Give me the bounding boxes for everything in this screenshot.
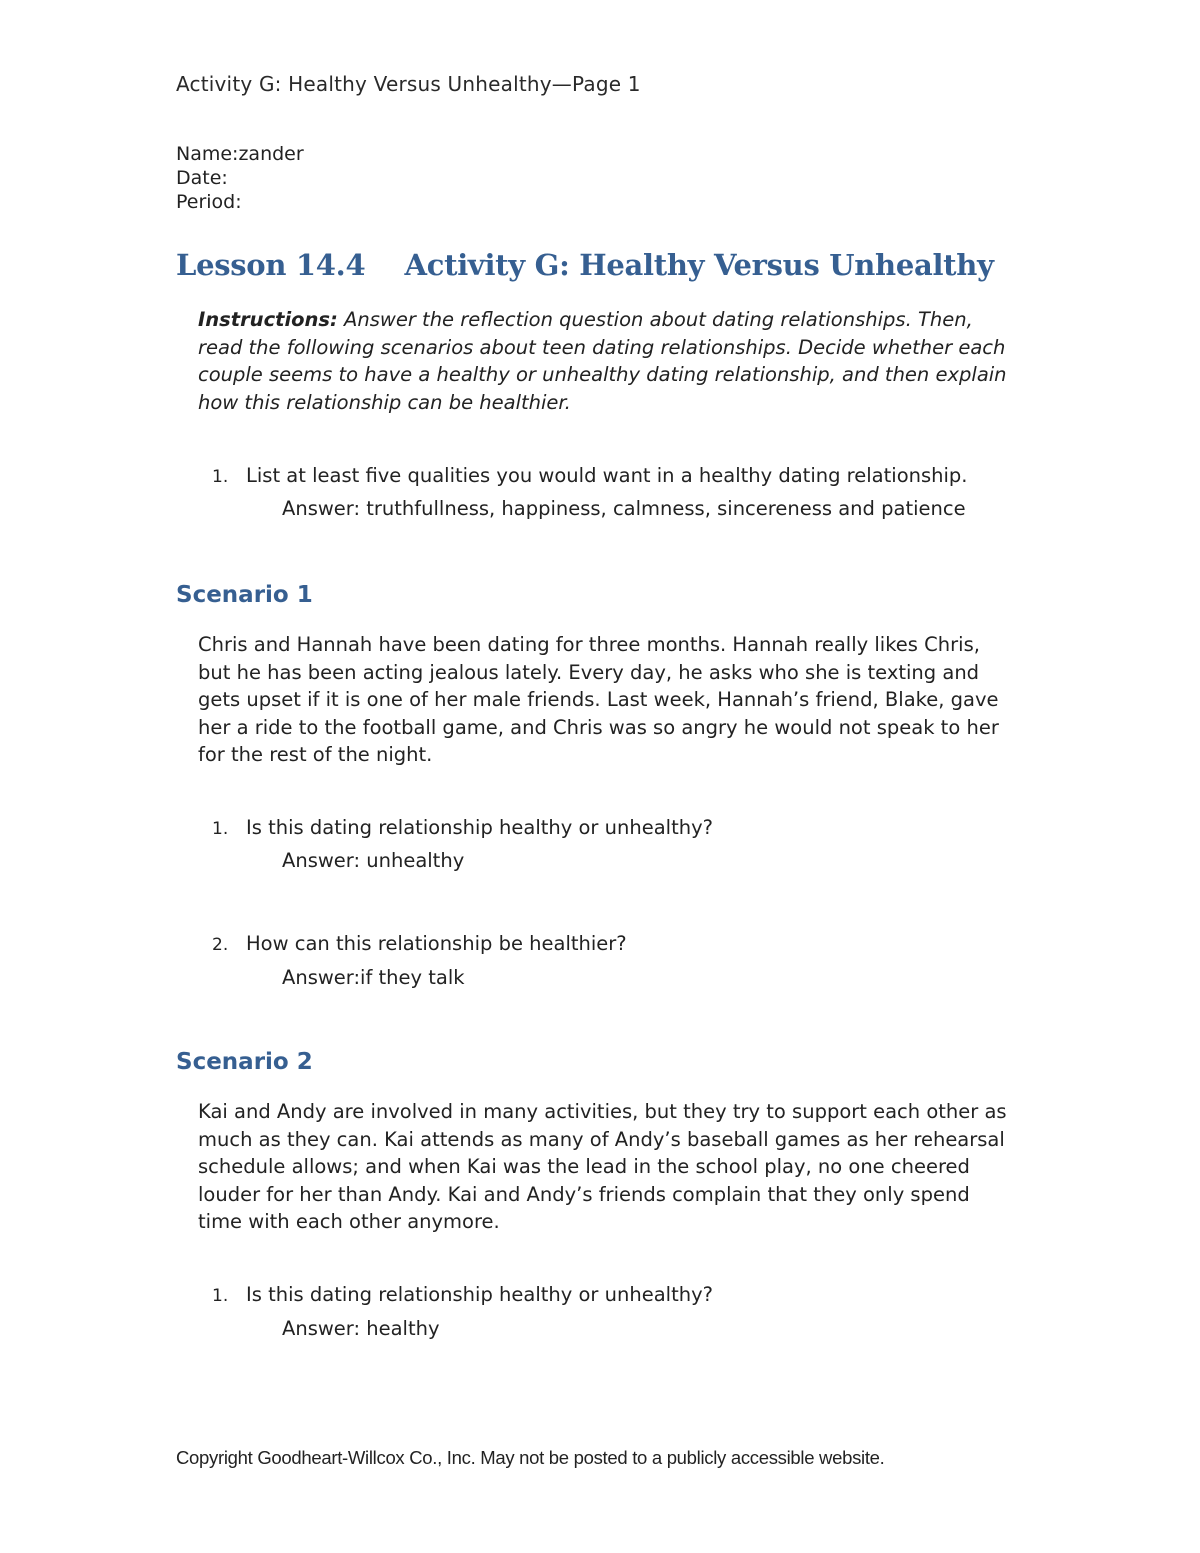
reflection-question [212,464,968,487]
scenario-2-answer-1: Answer: healthy [282,1317,440,1340]
question-text: How can this relationship be healthier? [246,932,627,955]
period-line: Period: [176,191,242,213]
copyright-footer: Copyright Goodheart-Willcox Co., Inc. May not be posted to a publicly accessible website. [176,1447,885,1468]
lesson-title: Lesson 14.4 Activity G: Healthy Versus Unhealthy [176,248,994,282]
scenario-1-heading: Scenario 1 [176,582,313,608]
question-number: 1. [212,819,229,839]
student-info [176,142,304,214]
scenario-1-question-1 [212,816,713,839]
name-line: Name:zander [176,143,304,165]
question-number: 1. [212,1286,229,1306]
date-line: Date: [176,167,228,189]
scenario-2-heading: Scenario 2 [176,1049,313,1075]
question-text: Is this dating relationship healthy or unhealthy? [246,1283,713,1306]
question-text: Is this dating relationship healthy or unhealthy? [246,816,713,839]
scenario-1-answer-1: Answer: unhealthy [282,849,465,872]
running-header: Activity G: Healthy Versus Unhealthy—Page 1 [176,72,641,96]
instructions [198,306,1008,416]
instructions-text: Answer the reflection question about dating relationships. Then, read the following scenarios about teen dating relationships. Decide whether each couple seems to have a healthy or unhealthy dating relationship, and then explain how this relationship can be healthier. [198,308,1007,414]
question-text: List at least five qualities you would want in a healthy dating relationship. [246,464,968,487]
scenario-1-answer-2: Answer:if they talk [282,966,465,989]
question-number: 1. [212,467,229,487]
instructions-label: Instructions: [198,308,338,331]
scenario-1-text: Chris and Hannah have been dating for three months. Hannah really likes Chris, but he has been acting jealous lately. Every day, he asks who she is texting and gets upset if it is one of her male friends. Last week, Hannah’s friend, Blake, gave her a ride to the football game, and Chris was so angry he would not speak to her for the rest of the night. [198,633,999,766]
scenario-1-question-2 [212,932,627,955]
reflection-answer: Answer: truthfullness, happiness, calmness, sincereness and patience [282,497,966,520]
question-number: 2. [212,935,229,955]
scenario-2-text: Kai and Andy are involved in many activities, but they try to support each other as much as they can. Kai attends as many of Andy’s baseball games as her rehearsal schedule allows; and when Kai was the lead in the school play, no one cheered louder for her than Andy. Kai and Andy’s friends complain that they only spend time with each other anymore. [198,1100,1007,1233]
scenario-2-question-1 [212,1283,713,1306]
